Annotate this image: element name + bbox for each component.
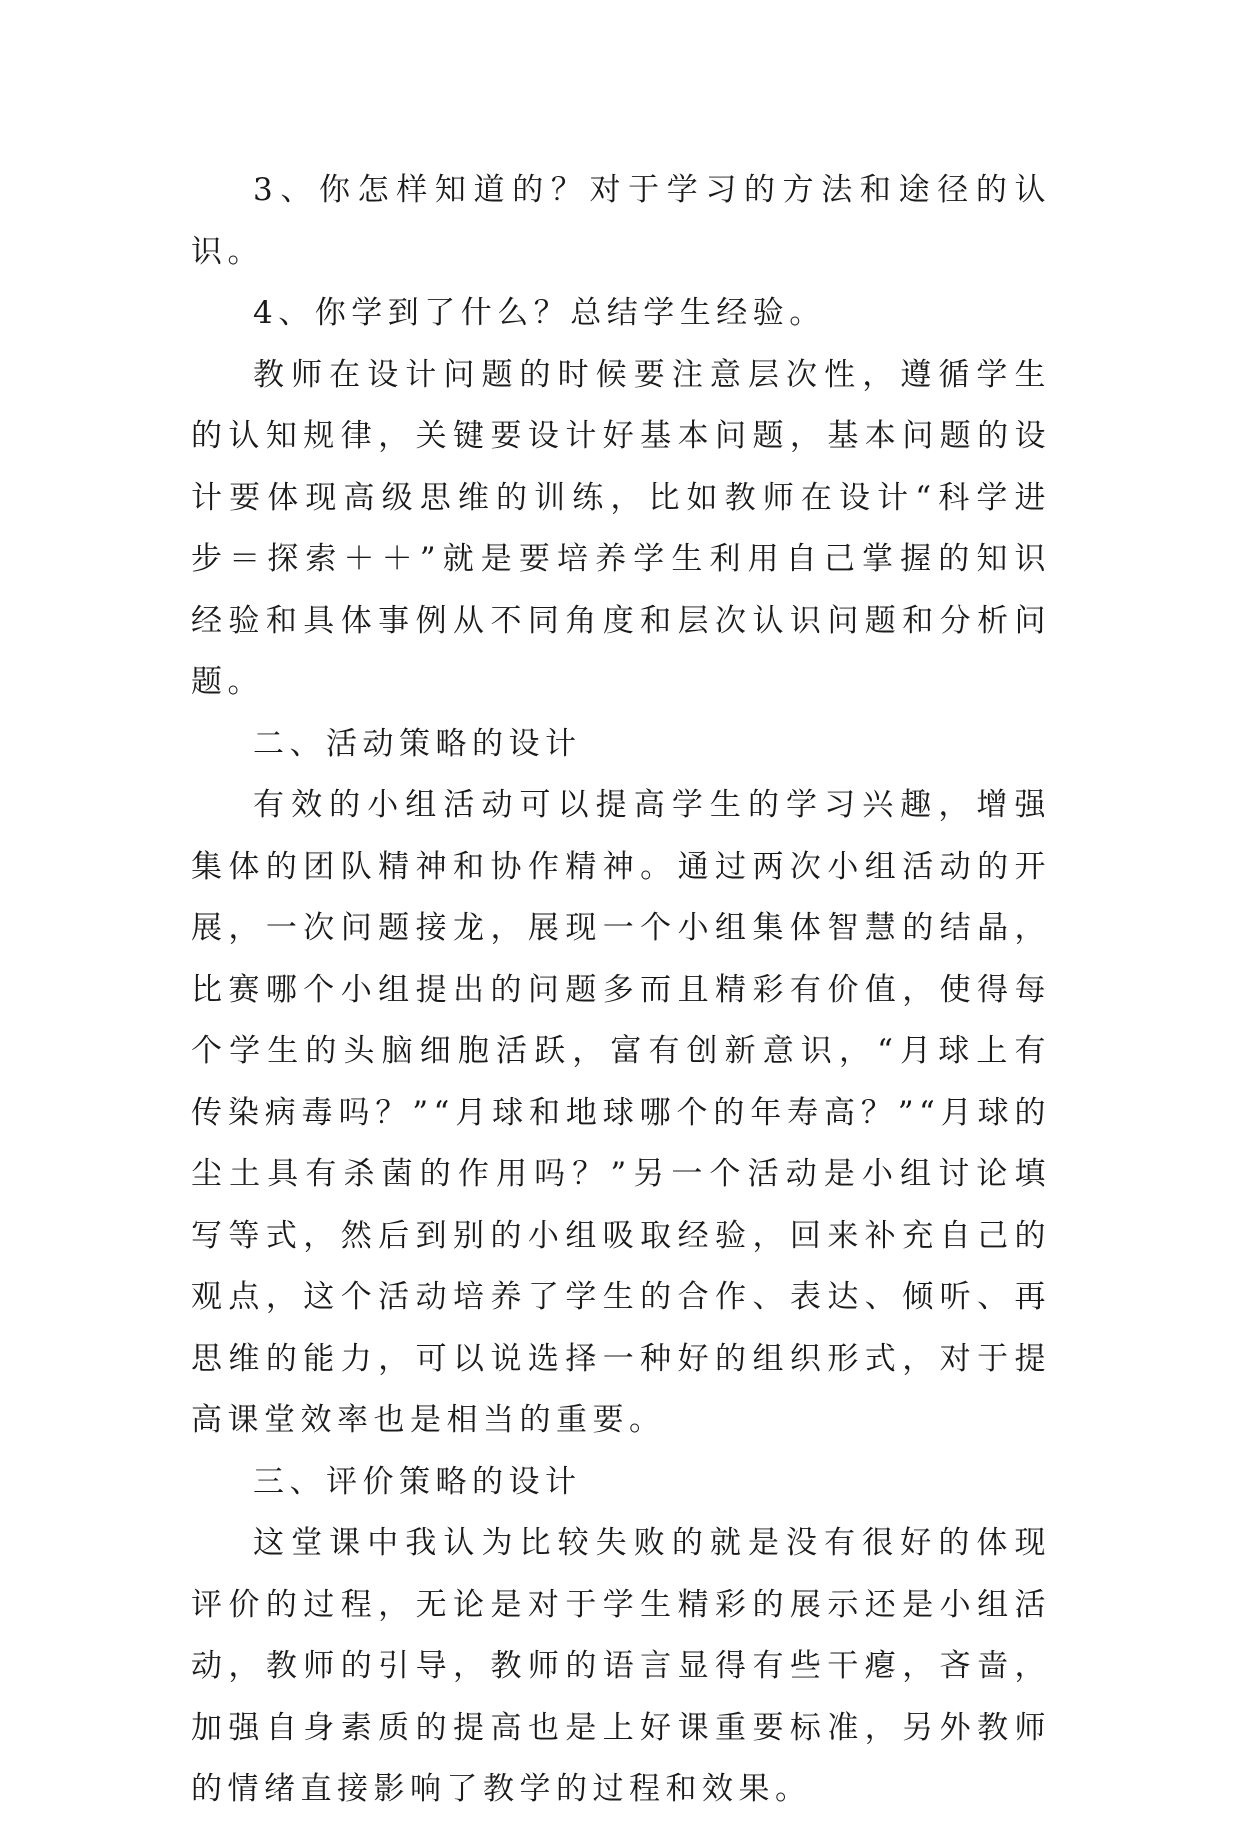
- paragraph-question-3: 3、你怎样知道的？对于学习的方法和途径的认识。: [191, 172, 1051, 270]
- heading-evaluation-strategy: 三、评价策略的设计: [253, 1463, 582, 1500]
- paragraph-activity-strategy: 有效的小组活动可以提高学生的学习兴趣，增强集体的团队精神和协作精神。通过两次小组活动的开展，一次问题接龙，展现一个小组集体智慧的结晶，比赛哪个小组提出的问题多而且精彩有价值，使得每个学生的头脑细胞活跃，富有创新意识，“月球上有传染病毒吗？”“月球和地球哪个的年寿高？”“月球的尘土具有杀菌的作用吗？”另一个活动是小组讨论填写等式，然后到别的小组吸取经验，回来补充自己的观点，这个活动培养了学生的合作、表达、倾听、再思维的能力，可以说选择一种好的组织形式，对于提高课堂效率也是相当的重要。: [191, 787, 1051, 1438]
- document-body: [191, 160, 1051, 1821]
- paragraph-question-design: 教师在设计问题的时候要注意层次性，遵循学生的认知规律，关键要设计好基本问题，基本问题的设计要体现高级思维的训练，比如教师在设计“科学进步＝探索＋＋”就是要培养学生利用自己掌握的知识经验和具体事例从不同角度和层次认识问题和分析问题。: [191, 356, 1051, 700]
- paragraph-evaluation-strategy: 这堂课中我认为比较失败的就是没有很好的体现评价的过程，无论是对于学生精彩的展示还是小组活动，教师的引导，教师的语言显得有些干瘪，吝啬，加强自身素质的提高也是上好课重要标准，另外教师的情绪直接影响了教学的过程和效果。: [191, 1525, 1051, 1807]
- paragraph-question-4: 4、你学到了什么？总结学生经验。: [253, 295, 826, 331]
- heading-activity-strategy: 二、活动策略的设计: [253, 725, 582, 762]
